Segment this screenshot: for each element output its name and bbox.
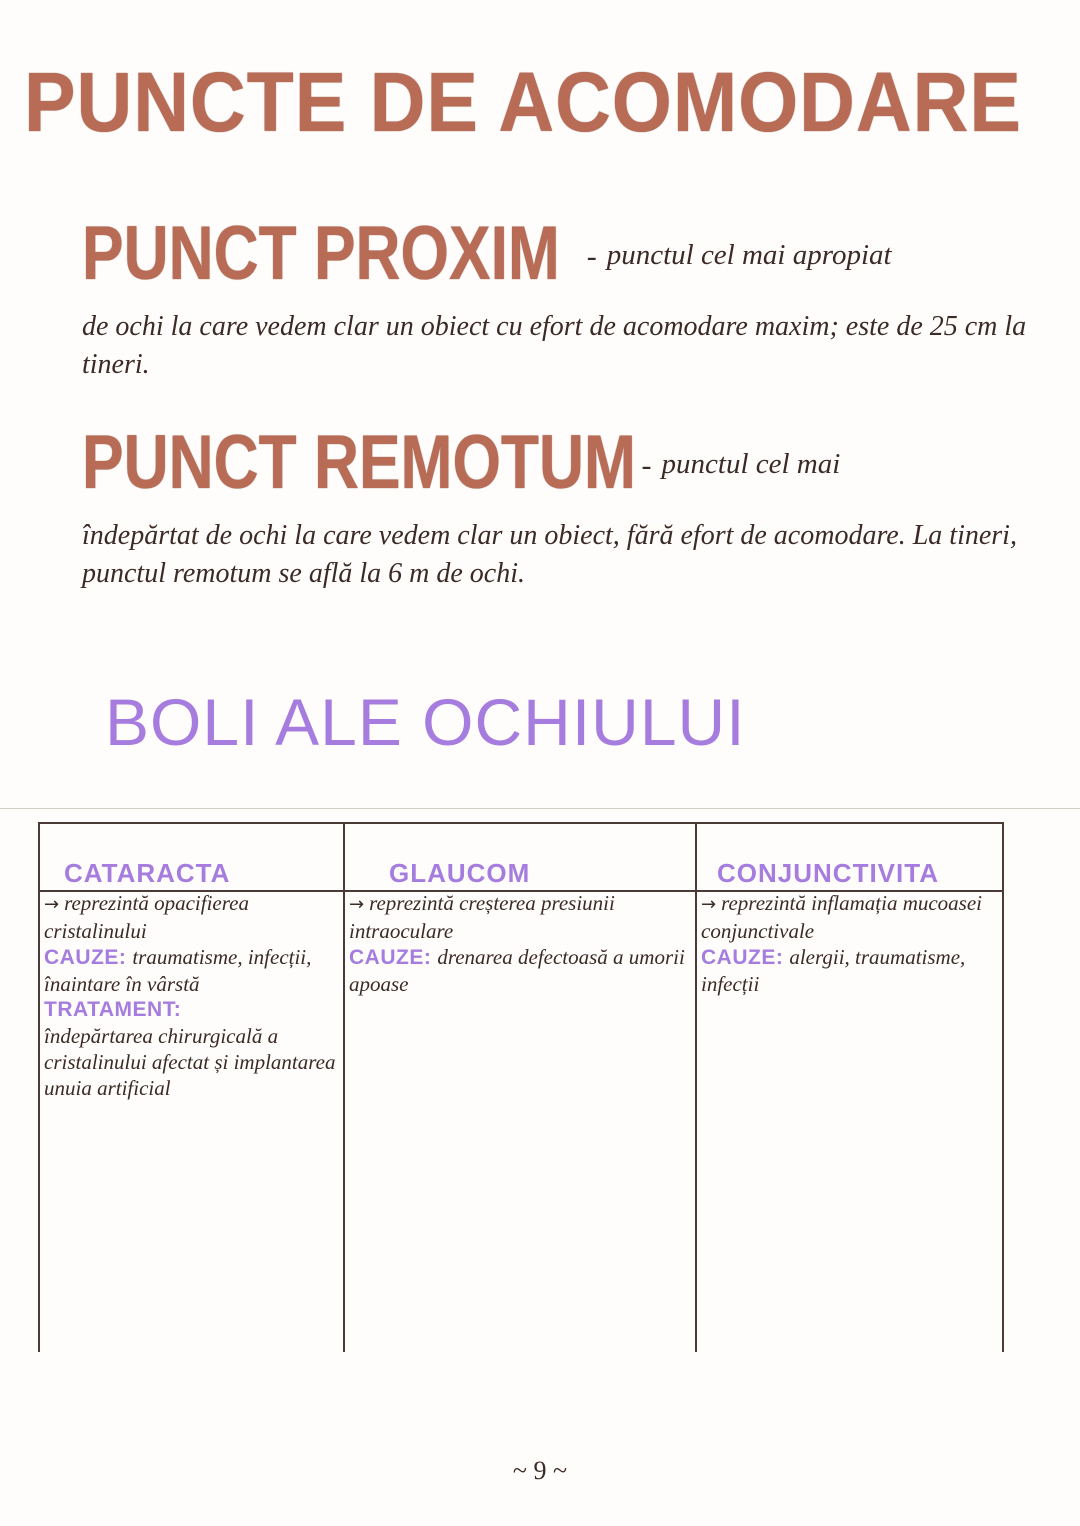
punct-remotum-section bbox=[82, 420, 1042, 593]
conjunctivita-causes: alergii, traumatisme, infecții bbox=[701, 945, 966, 996]
glaucom-causes-label: CAUZE: bbox=[349, 946, 432, 969]
cataracta-causes-label: CAUZE: bbox=[44, 946, 127, 969]
glaucom-definition-entry bbox=[349, 890, 691, 944]
punct-proxim-section bbox=[82, 211, 1042, 384]
conjunctivita-definition-entry bbox=[701, 890, 998, 944]
conjunctivita-column bbox=[697, 824, 1002, 1352]
arrow-icon: → bbox=[701, 894, 717, 915]
conjunctivita-causes-entry bbox=[701, 944, 998, 997]
punct-remotum-term: PUNCT REMOTUM bbox=[82, 420, 636, 505]
eye-diseases-title: BOLI ALE OCHIULUI bbox=[105, 685, 746, 759]
arrow-icon: → bbox=[349, 894, 365, 915]
cataracta-treatment-entry bbox=[44, 997, 339, 1101]
punct-remotum-heading-row bbox=[82, 420, 1042, 505]
punct-remotum-definition: îndepărtat de ochi la care vedem clar un obiect, fără efort de acomodare. La tineri, punctul remotum se află la 6 m de ochi. bbox=[82, 520, 1017, 589]
arrow-icon: → bbox=[44, 894, 60, 915]
cataracta-definition: reprezintă opacifierea cristalinului bbox=[44, 891, 249, 943]
cataracta-treatment-label: TRATAMENT: bbox=[44, 998, 182, 1021]
cataracta-causes-entry bbox=[44, 944, 339, 997]
page-divider bbox=[0, 808, 1080, 809]
conjunctivita-definition: reprezintă inflamația mucoasei conjunctivale bbox=[701, 891, 983, 943]
cataracta-treatment: îndepărtarea chirurgicală a cristalinului afectat și implantarea unuia artificial bbox=[44, 1024, 336, 1100]
conjunctivita-heading: CONJUNCTIVITA bbox=[717, 858, 939, 888]
page-title: PUNCTE DE ACOMODARE bbox=[24, 55, 1022, 149]
punct-proxim-term: PUNCT PROXIM bbox=[82, 211, 560, 296]
glaucom-column bbox=[345, 824, 697, 1352]
cataracta-heading: CATARACTA bbox=[64, 858, 231, 888]
punct-proxim-definition: de ochi la care vedem clar un obiect cu efort de acomodare maxim; este de 25 cm la tineri. bbox=[82, 311, 1027, 380]
eye-diseases-table bbox=[38, 822, 1004, 1352]
punct-remotum-definition-start: punctul cel mai bbox=[661, 448, 841, 480]
page-number: ~ 9 ~ bbox=[512, 1456, 568, 1485]
punct-proxim-definition-start: punctul cel mai apropiat bbox=[606, 239, 892, 271]
punct-proxim-heading-row bbox=[82, 211, 1042, 296]
glaucom-heading: GLAUCOM bbox=[389, 858, 531, 888]
glaucom-definition: reprezintă creșterea presiunii intraoculare bbox=[349, 891, 615, 943]
cataracta-definition-entry bbox=[44, 890, 339, 944]
punct-proxim-dash: - bbox=[586, 240, 597, 273]
glaucom-causes-entry bbox=[349, 944, 691, 997]
cataracta-causes: traumatisme, infecții, înaintare în vârstă bbox=[44, 945, 312, 996]
glaucom-causes: drenarea defectoasă a umorii apoase bbox=[349, 945, 685, 996]
cataracta-column bbox=[40, 824, 345, 1352]
punct-remotum-dash: - bbox=[641, 449, 652, 482]
conjunctivita-causes-label: CAUZE: bbox=[701, 946, 784, 969]
